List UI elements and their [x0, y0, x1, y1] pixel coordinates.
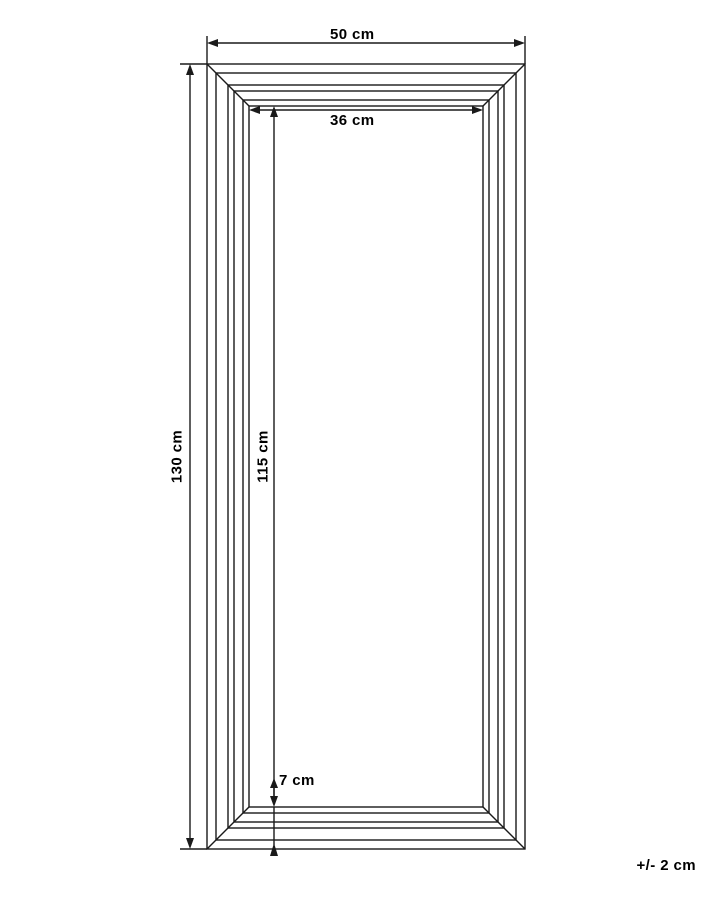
frame-moulding-line-4	[243, 100, 489, 813]
arrow-outer-width-left	[207, 39, 218, 47]
dimension-label-outer-height: 130 cm	[168, 429, 186, 484]
arrow-outer-height-top	[186, 64, 194, 75]
tolerance-note: +/- 2 cm	[636, 857, 696, 874]
arrow-frame-width-top	[270, 778, 278, 788]
arrow-inner-height-top	[270, 106, 278, 117]
arrow-outer-width-right	[514, 39, 525, 47]
dimension-label-frame-width: 7 cm	[279, 772, 315, 789]
dimension-label-inner-width: 36 cm	[330, 112, 375, 129]
arrow-inner-width-right	[472, 106, 483, 114]
arrow-outer-height-bottom	[186, 838, 194, 849]
dimension-label-inner-height: 115 cm	[254, 430, 272, 483]
dimension-label-outer-width: 50 cm	[330, 26, 375, 43]
mirror-glass-opening	[249, 106, 483, 807]
arrow-inner-width-left	[249, 106, 260, 114]
